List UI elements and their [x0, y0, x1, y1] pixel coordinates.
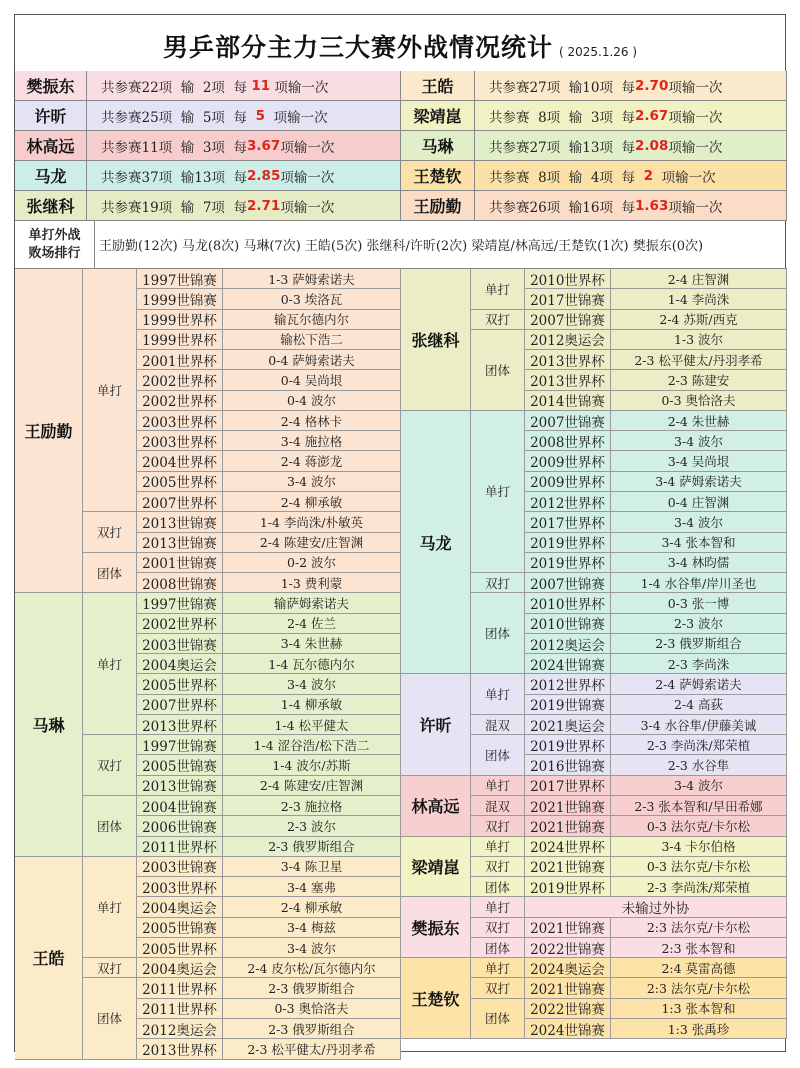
record-result: 1-3 费利蒙: [223, 573, 401, 593]
summary-stat-text: [87, 71, 401, 101]
record-tournament: 2012奥运会: [525, 330, 611, 350]
record-result: 2-3 陈建安: [611, 370, 787, 390]
record-tournament: 2007世界杯: [137, 492, 223, 512]
record-result: 2:3 法尔克/卡尔松: [611, 918, 787, 938]
record-result: 2:4 莫雷高德: [611, 958, 787, 978]
player-name: 梁靖崑: [401, 837, 471, 898]
record-tournament: 2001世界杯: [137, 350, 223, 370]
event-label: 单打: [471, 411, 525, 573]
record-tournament: 2010世界杯: [525, 593, 611, 613]
record-result: 1-4 松平健太: [223, 715, 401, 735]
record-result: 2-4 佐兰: [223, 614, 401, 634]
record-tournament: 2005世界杯: [137, 472, 223, 492]
record-tournament: 2010世锦赛: [525, 614, 611, 634]
record-result: 2-4 陈建安/庄智渊: [223, 533, 401, 553]
player-name: 王楚钦: [401, 958, 471, 1039]
summary-stat-post: 项输一次: [653, 169, 716, 186]
event-label: 单打: [83, 593, 137, 735]
player-name: 王皓: [15, 857, 83, 1060]
event-label: 团体: [83, 553, 137, 594]
summary-stat-pre: 共参赛26项 输16项 每: [489, 199, 636, 216]
player-name: 马琳: [15, 593, 83, 857]
record-tournament: 2003世界杯: [137, 877, 223, 897]
summary-stat-rate: 3.67: [247, 137, 281, 154]
event-label: 单打: [471, 897, 525, 917]
record-tournament: 2012奥运会: [137, 1019, 223, 1039]
record-tournament: 2011世界杯: [137, 837, 223, 857]
record-tournament: 2016世锦赛: [525, 755, 611, 775]
summary-player-name: 马龙: [15, 161, 87, 191]
record-result: 2-4 格林卡: [223, 411, 401, 431]
record-tournament: 2010世界杯: [525, 269, 611, 289]
record-result: 1-4 李尚洙: [611, 289, 787, 309]
record-tournament: 2004世界杯: [137, 451, 223, 471]
summary-stat-text: [475, 131, 787, 161]
record-tournament: 2002世界杯: [137, 391, 223, 411]
player-name: 樊振东: [401, 897, 471, 958]
event-label: 混双: [471, 715, 525, 735]
summary-player-name: 梁靖崑: [401, 101, 475, 131]
record-tournament: 2004奥运会: [137, 654, 223, 674]
record-result: 2-4 庄智渊: [611, 269, 787, 289]
record-result: 2-3 李尚洙: [611, 654, 787, 674]
record-result: 2-4 陈建安/庄智渊: [223, 776, 401, 796]
record-tournament: 2017世界杯: [525, 512, 611, 532]
record-result: 2-4 苏斯/西克: [611, 310, 787, 330]
record-result: 输瓦尔德内尔: [223, 310, 401, 330]
record-result: 0-3 埃洛瓦: [223, 289, 401, 309]
player-name: 许昕: [401, 674, 471, 775]
summary-stat-text: [475, 161, 787, 191]
record-result: 2-4 萨姆索诺夫: [611, 674, 787, 694]
ranking-label: [15, 221, 95, 269]
record-result: 1-4 柳承敏: [223, 695, 401, 715]
record-tournament: 2002世界杯: [137, 614, 223, 634]
summary-stat-text: [475, 191, 787, 221]
summary-player-name: 樊振东: [15, 71, 87, 101]
record-result: 1-4 波尔/苏斯: [223, 755, 401, 775]
summary-stat-rate: 2.70: [635, 77, 669, 94]
record-tournament: 2007世锦赛: [525, 411, 611, 431]
record-result: 1-4 涩谷浩/松下浩二: [223, 735, 401, 755]
record-result: 输萨姆索诺夫: [223, 593, 401, 613]
summary-stat-post: 项输一次: [668, 79, 723, 96]
summary-stat-text: [87, 161, 401, 191]
record-tournament: 2022世锦赛: [525, 999, 611, 1019]
record-result: 2-4 柳承敏: [223, 492, 401, 512]
record-result: 3-4 林昀儒: [611, 553, 787, 573]
title-date: ( 2025.1.26 ): [558, 45, 638, 59]
record-tournament: 2004奥运会: [137, 958, 223, 978]
event-label: 混双: [471, 796, 525, 816]
record-result: 2-4 朱世赫: [611, 411, 787, 431]
record-tournament: 2003世界杯: [137, 411, 223, 431]
record-result: 2-3 俄罗斯组合: [223, 1019, 401, 1039]
record-tournament: 2019世界杯: [525, 735, 611, 755]
record-result: 0-3 奥恰洛夫: [611, 391, 787, 411]
record-result: 2-4 柳承敏: [223, 897, 401, 917]
record-result: 1:3 张禹珍: [611, 1019, 787, 1039]
summary-stat-post: 项输一次: [668, 139, 723, 156]
record-tournament: 2017世界杯: [525, 776, 611, 796]
summary-stat-text: [475, 71, 787, 101]
event-label: 双打: [471, 573, 525, 593]
record-tournament: 2019世界杯: [525, 553, 611, 573]
record-tournament: 2013世锦赛: [137, 512, 223, 532]
record-tournament: 2013世界杯: [137, 715, 223, 735]
record-tournament: 2021世锦赛: [525, 918, 611, 938]
record-result: 3-4 朱世赫: [223, 634, 401, 654]
record-tournament: 2012奥运会: [525, 634, 611, 654]
record-result: 2-3 波尔: [611, 614, 787, 634]
record-result: 3-4 吴尚垠: [611, 451, 787, 471]
player-name: 张继科: [401, 269, 471, 411]
summary-stat-rate: 5: [255, 107, 266, 124]
record-tournament: 2013世界杯: [525, 370, 611, 390]
record-result: 2-3 俄罗斯组合: [223, 837, 401, 857]
record-result: 1-4 瓦尔德内尔: [223, 654, 401, 674]
record-result: 2:3 张本智和: [611, 938, 787, 958]
ranking-text: 王励勤(12次) 马龙(8次) 马琳(7次) 王皓(5次) 张继科/许昕(2次) 梁靖崑/林高远/王楚钦(1次) 樊振东(0次): [95, 221, 787, 269]
summary-stat-pre: 共参赛19项 输 7项 每: [101, 199, 248, 216]
record-tournament: 2003世锦赛: [137, 857, 223, 877]
summary-stat-rate: 2.67: [635, 107, 669, 124]
summary-stat-text: [87, 101, 401, 131]
record-tournament: 2017世锦赛: [525, 289, 611, 309]
record-tournament: 2007世界杯: [137, 695, 223, 715]
record-result: 0-3 法尔克/卡尔松: [611, 816, 787, 836]
record-result: 2-3 张本智和/早田希娜: [611, 796, 787, 816]
record-result: 3-4 梅兹: [223, 918, 401, 938]
summary-stat-rate: 2.71: [247, 197, 281, 214]
record-tournament: 2002世界杯: [137, 370, 223, 390]
record-result: 2-4 皮尔松/瓦尔德内尔: [223, 958, 401, 978]
event-label: 双打: [83, 512, 137, 553]
summary-stat-pre: 共参赛27项 输13项 每: [489, 139, 636, 156]
record-tournament: 2019世界杯: [525, 533, 611, 553]
record-result: 0-4 庄智渊: [611, 492, 787, 512]
record-result: 3-4 波尔: [223, 472, 401, 492]
summary-stat-rate: 2.85: [247, 167, 281, 184]
record-result: 1-3 萨姆索诺夫: [223, 269, 401, 289]
summary-player-name: 王楚钦: [401, 161, 475, 191]
record-tournament: 2014世锦赛: [525, 391, 611, 411]
summary-player-name: 马琳: [401, 131, 475, 161]
record-tournament: 1997世锦赛: [137, 593, 223, 613]
event-label: 双打: [471, 816, 525, 836]
stats-sheet: [14, 14, 786, 1059]
record-result: 2-4 蒋澎龙: [223, 451, 401, 471]
record-result: 3-4 波尔: [223, 674, 401, 694]
record-result: 0-3 张一博: [611, 593, 787, 613]
summary-stat-post: 项输一次: [668, 109, 723, 126]
record-result: 2-3 俄罗斯组合: [611, 634, 787, 654]
event-label: 团体: [471, 735, 525, 776]
summary-stat-text: [475, 101, 787, 131]
record-result: 2-3 水谷隼: [611, 755, 787, 775]
player-name: 王励勤: [15, 269, 83, 593]
summary-player-name: 王励勤: [401, 191, 475, 221]
record-tournament: 2005世界杯: [137, 674, 223, 694]
record-tournament: 2007世锦赛: [525, 310, 611, 330]
record-result: 0-4 吴尚垠: [223, 370, 401, 390]
record-tournament: 2024世锦赛: [525, 654, 611, 674]
event-label: 团体: [471, 593, 525, 674]
summary-stat-post: 项输一次: [668, 199, 723, 216]
record-tournament: 2008世界杯: [525, 431, 611, 451]
summary-stat-text: [87, 131, 401, 161]
event-label: 单打: [83, 269, 137, 512]
record-tournament: 2006世锦赛: [137, 816, 223, 836]
summary-stat-pre: 共参赛25项 输 5项 每: [101, 109, 256, 126]
record-result: 3-4 波尔: [611, 431, 787, 451]
event-label: 团体: [83, 796, 137, 857]
record-tournament: 2007世锦赛: [525, 573, 611, 593]
record-tournament: 2019世界杯: [525, 877, 611, 897]
record-result: 3-4 陈卫星: [223, 857, 401, 877]
event-label: 单打: [471, 674, 525, 715]
record-tournament: 2021世锦赛: [525, 796, 611, 816]
event-label: 双打: [471, 918, 525, 938]
record-tournament: 1997世锦赛: [137, 269, 223, 289]
record-result: 2-3 松平健太/丹羽孝希: [611, 350, 787, 370]
record-result: 0-4 波尔: [223, 391, 401, 411]
event-label: 双打: [83, 958, 137, 978]
record-result: 2-3 俄罗斯组合: [223, 978, 401, 998]
summary-stat-post: 项输一次: [280, 199, 335, 216]
event-label: 单打: [471, 837, 525, 857]
record-result: 0-3 法尔克/卡尔松: [611, 857, 787, 877]
record-tournament: 2001世锦赛: [137, 553, 223, 573]
player-name: 林高远: [401, 776, 471, 837]
summary-stat-text: [87, 191, 401, 221]
record-result: 0-4 萨姆索诺夫: [223, 350, 401, 370]
record-tournament: 2005世界杯: [137, 938, 223, 958]
record-result: 3-4 萨姆索诺夫: [611, 472, 787, 492]
record-tournament: 2005世锦赛: [137, 918, 223, 938]
record-tournament: 2013世界杯: [137, 1039, 223, 1059]
summary-stat-post: 项输一次: [265, 109, 328, 126]
record-result: 3-4 波尔: [223, 938, 401, 958]
summary-stat-post: 项输一次: [280, 139, 335, 156]
player-name: 马龙: [401, 411, 471, 675]
record-tournament: 2013世锦赛: [137, 776, 223, 796]
record-tournament: 2019世锦赛: [525, 695, 611, 715]
record-tournament: 2013世锦赛: [137, 533, 223, 553]
record-result: 2-3 李尚洙/郑荣植: [611, 877, 787, 897]
event-label: 双打: [471, 978, 525, 998]
ranking-label-line2: 败场排行: [28, 246, 81, 261]
title-row: [15, 15, 785, 72]
summary-player-name: 许昕: [15, 101, 87, 131]
record-tournament: 1999世界杯: [137, 330, 223, 350]
record-tournament: 2009世界杯: [525, 451, 611, 471]
record-tournament: 2012世界杯: [525, 492, 611, 512]
event-label: 团体: [471, 999, 525, 1040]
record-tournament: 2021世锦赛: [525, 978, 611, 998]
record-tournament: 1999世界杯: [137, 310, 223, 330]
event-label: 单打: [471, 269, 525, 310]
record-tournament: 2021世锦赛: [525, 857, 611, 877]
record-tournament: 2009世界杯: [525, 472, 611, 492]
record-tournament: 2022世锦赛: [525, 938, 611, 958]
summary-player-name: 张继科: [15, 191, 87, 221]
record-tournament: 2004世锦赛: [137, 796, 223, 816]
page-title: 男乒部分主力三大赛外战情况统计: [162, 33, 553, 62]
summary-stat-rate: 2: [643, 167, 653, 184]
summary-stat-rate: 2.08: [635, 137, 669, 154]
event-label: 团体: [471, 330, 525, 411]
event-label: 单打: [471, 776, 525, 796]
record-tournament: 2003世锦赛: [137, 634, 223, 654]
summary-stat-rate: 1.63: [635, 197, 669, 214]
record-tournament: 1997世锦赛: [137, 735, 223, 755]
record-result: 2-3 李尚洙/郑荣植: [611, 735, 787, 755]
record-result: 3-4 水谷隼/伊藤美诚: [611, 715, 787, 735]
summary-stat-pre: 共参赛22项 输 2项 每: [101, 79, 252, 96]
record-result: 3-4 波尔: [611, 776, 787, 796]
record-result: 输松下浩二: [223, 330, 401, 350]
record-result: 3-4 张本智和: [611, 533, 787, 553]
record-result: 2-3 施拉格: [223, 796, 401, 816]
record-tournament: 2011世界杯: [137, 978, 223, 998]
record-tournament: 2024世界杯: [525, 837, 611, 857]
summary-stat-pre: 共参赛 8项 输 3项 每: [489, 109, 636, 126]
record-tournament: 2011世界杯: [137, 999, 223, 1019]
record-result: 1-4 水谷隼/岸川圣也: [611, 573, 787, 593]
record-result: 2-3 松平健太/丹羽孝希: [223, 1039, 401, 1059]
record-result: 2-3 波尔: [223, 816, 401, 836]
record-result: 2:3 法尔克/卡尔松: [611, 978, 787, 998]
event-label: 团体: [471, 877, 525, 897]
record-result: 2-4 高荻: [611, 695, 787, 715]
record-tournament: 2024奥运会: [525, 958, 611, 978]
record-result: 3-4 塞弗: [223, 877, 401, 897]
record-tournament: 2021世锦赛: [525, 816, 611, 836]
summary-stat-pre: 共参赛11项 输 3项 每: [101, 139, 248, 156]
event-label: 团体: [83, 978, 137, 1059]
record-result: 1-3 波尔: [611, 330, 787, 350]
summary-stat-rate: 11: [251, 77, 271, 94]
record-tournament: 2024世锦赛: [525, 1019, 611, 1039]
summary-stat-post: 项输一次: [280, 169, 335, 186]
record-result: 3-4 卡尔伯格: [611, 837, 787, 857]
record-result: 3-4 波尔: [611, 512, 787, 532]
summary-player-name: 林高远: [15, 131, 87, 161]
ranking-label-line1: 单打外战: [28, 228, 81, 243]
event-label: 单打: [471, 958, 525, 978]
record-result: 0-3 奥恰洛夫: [223, 999, 401, 1019]
record-tournament: 2003世界杯: [137, 431, 223, 451]
summary-stat-pre: 共参赛 8项 输 4项 每: [489, 169, 644, 186]
summary-player-name: 王皓: [401, 71, 475, 101]
record-tournament: 2005世锦赛: [137, 755, 223, 775]
event-label: 双打: [471, 310, 525, 330]
record-tournament: 2021奥运会: [525, 715, 611, 735]
record-tournament: 2013世界杯: [525, 350, 611, 370]
summary-stat-pre: 共参赛27项 输10项 每: [489, 79, 636, 96]
summary-stat-post: 项输一次: [270, 79, 329, 96]
record-result: 1:3 张本智和: [611, 999, 787, 1019]
record-result: 1-4 李尚洙/朴敏英: [223, 512, 401, 532]
event-label: 双打: [471, 857, 525, 877]
record-tournament: 2008世锦赛: [137, 573, 223, 593]
event-label: 双打: [83, 735, 137, 796]
record-result: 0-2 波尔: [223, 553, 401, 573]
record-note: 未输过外协: [525, 897, 787, 917]
record-tournament: 1999世锦赛: [137, 289, 223, 309]
record-tournament: 2012世界杯: [525, 674, 611, 694]
summary-stat-pre: 共参赛37项 输13项 每: [101, 169, 248, 186]
event-label: 单打: [83, 857, 137, 958]
record-tournament: 2004奥运会: [137, 897, 223, 917]
event-label: 团体: [471, 938, 525, 958]
record-result: 3-4 施拉格: [223, 431, 401, 451]
